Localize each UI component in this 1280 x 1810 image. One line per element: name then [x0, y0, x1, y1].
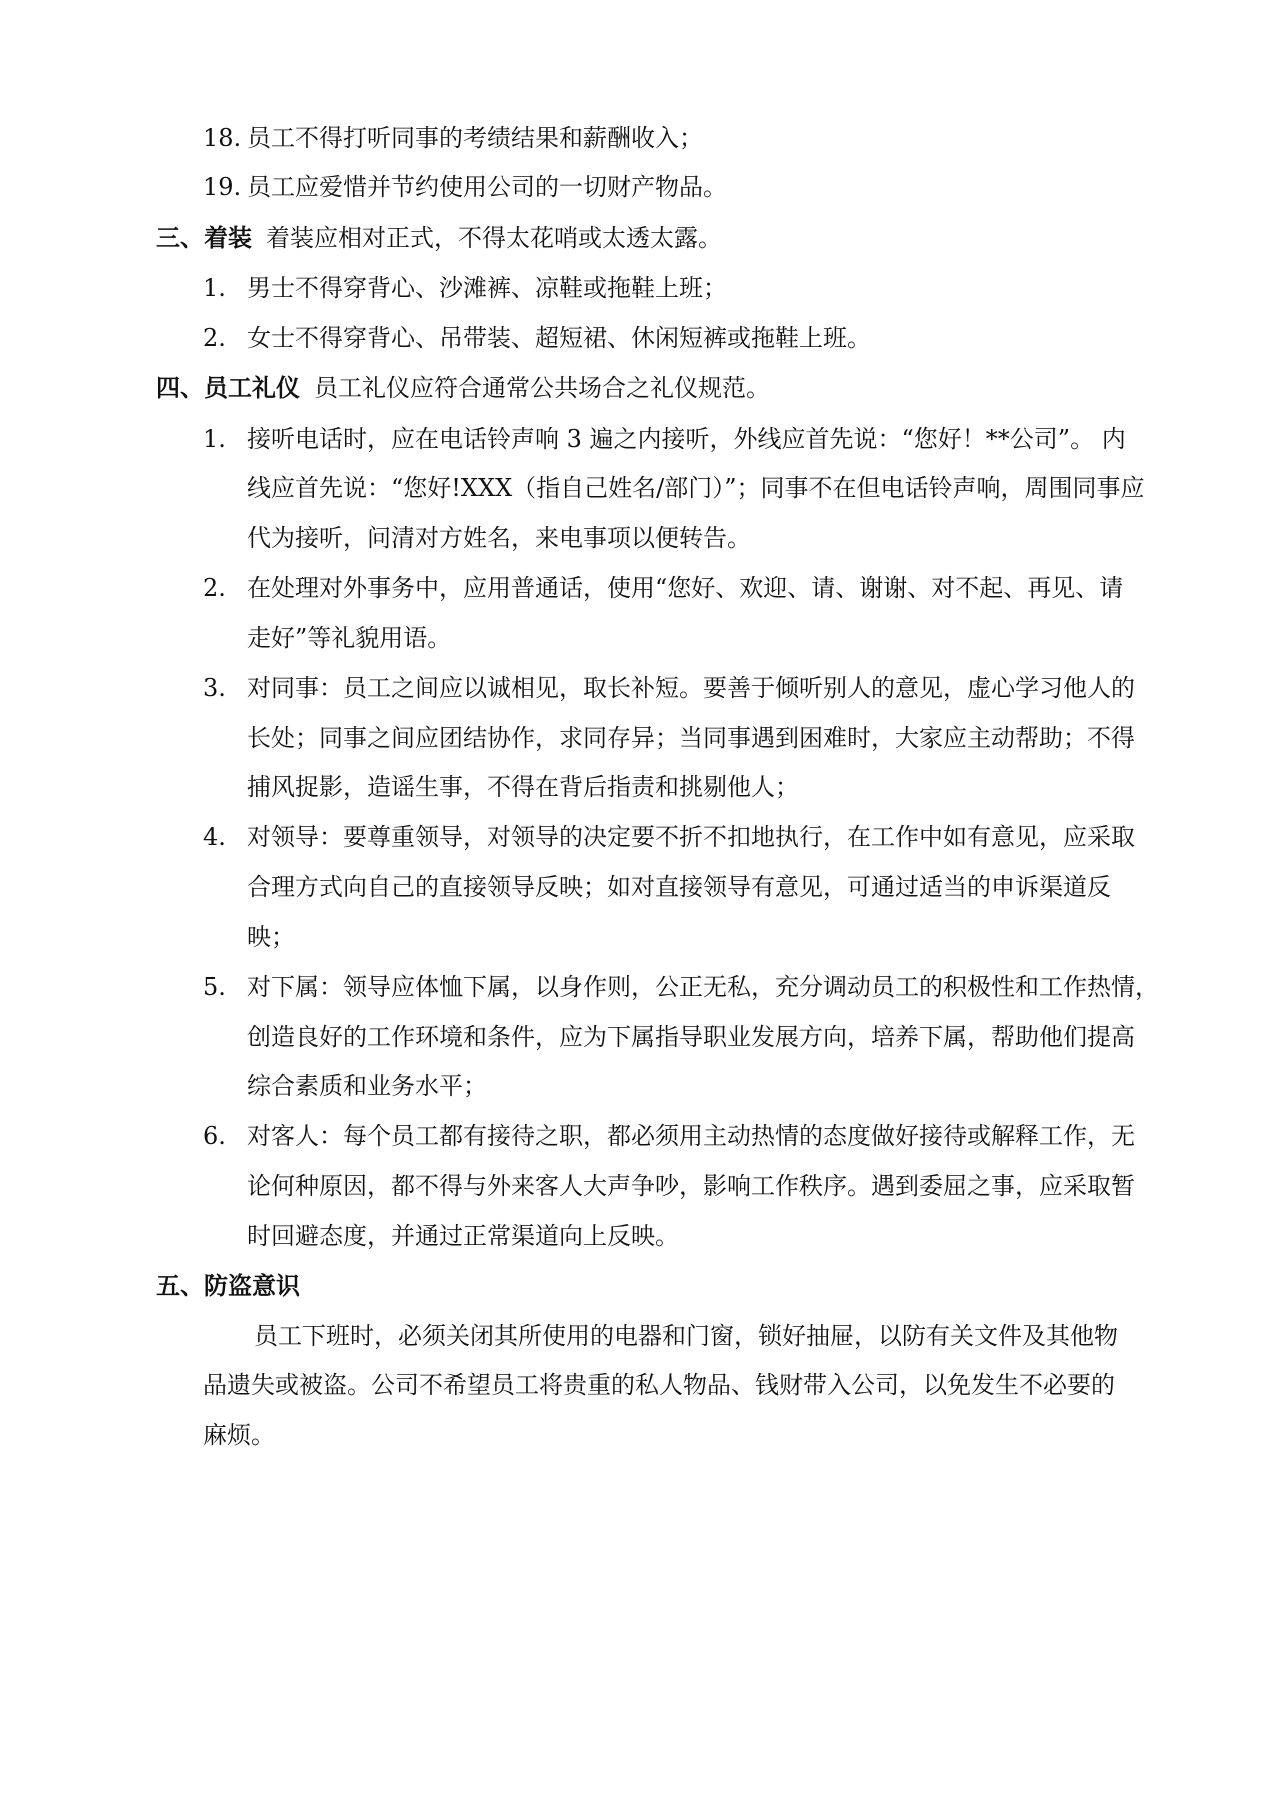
item-text-line: 创造良好的工作环境和条件，应为下属指导职业发展方向，培养下属，帮助他们提高	[247, 1023, 1135, 1051]
item-text: 男士不得穿背心、沙滩裤、凉鞋或拖鞋上班；	[247, 274, 727, 302]
list-item-number: 1.	[203, 425, 226, 453]
item-text-line: 时回避态度，并通过正常渠道向上反映。	[247, 1222, 679, 1250]
section-heading-row	[156, 222, 722, 254]
list-item	[203, 322, 871, 354]
list-item-number: 2.	[203, 574, 226, 602]
list-item	[203, 272, 727, 304]
item-text-line: 走好”等礼貌用语。	[247, 624, 452, 652]
item-text-line: 对领导：要尊重领导，对领导的决定要不折不扣地执行，在工作中如有意见，应采取	[247, 823, 1135, 851]
item-text-line: 合理方式向自己的直接领导反映；如对直接领导有意见，可通过适当的申诉渠道反	[247, 873, 1111, 901]
item-text: 员工应爱惜并节约使用公司的一切财产物品。	[247, 173, 727, 201]
list-item-number: 4.	[203, 823, 226, 851]
item-text-line: 代为接听，问清对方姓名，来电事项以便转告。	[247, 524, 751, 552]
item-text-line: 对同事：员工之间应以诚相见，取长补短。要善于倾听别人的意见，虚心学习他人的	[247, 674, 1135, 702]
section-heading: 五、防盗意识	[156, 1271, 300, 1300]
paragraph-line: 员工下班时，必须关闭其所使用的电器和门窗，锁好抽屉，以防有关文件及其他物	[254, 1322, 1118, 1350]
list-item-number: 3.	[203, 674, 226, 702]
section-intro: 员工礼仪应符合通常公共场合之礼仪规范。	[314, 374, 770, 402]
item-text-line: 映；	[247, 923, 295, 951]
item-text-line: 对客人：每个员工都有接待之职，都必须用主动热情的态度做好接待或解释工作，无	[247, 1122, 1135, 1150]
list-item-number: 5.	[203, 973, 226, 1001]
item-number: 2.	[203, 324, 226, 352]
item-text-line: 长处；同事之间应团结协作，求同存异；当同事遇到困难时，大家应主动帮助；不得	[247, 724, 1135, 752]
item-text: 女士不得穿背心、吊带装、超短裙、休闲短裤或拖鞋上班。	[247, 324, 871, 352]
item-number: 1.	[203, 274, 226, 302]
section-heading-row	[156, 372, 770, 404]
item-text-line: 论何种原因，都不得与外来客人大声争吵，影响工作秩序。遇到委屈之事，应采取暂	[247, 1172, 1135, 1200]
section-heading: 四、员工礼仪	[156, 373, 300, 402]
paragraph-line: 麻烦。	[203, 1421, 275, 1449]
section-heading: 三、着装	[156, 223, 252, 252]
item-text-line: 接听电话时，应在电话铃声响 3 遍之内接听，外线应首先说：“您好！**公司”。 内	[247, 425, 1126, 453]
list-item	[203, 122, 703, 154]
item-text-line: 捕风捉影，造谣生事，不得在背后指责和挑剔他人；	[247, 773, 799, 801]
list-item-number: 6.	[203, 1122, 226, 1150]
paragraph-line: 品遗失或被盗。公司不希望员工将贵重的私人物品、钱财带入公司，以免发生不必要的	[203, 1371, 1115, 1399]
list-item	[203, 171, 727, 203]
item-number: 19.	[203, 173, 242, 201]
item-text: 员工不得打听同事的考绩结果和薪酬收入；	[247, 124, 703, 152]
section-intro: 着装应相对正式，不得太花哨或太透太露。	[266, 224, 722, 252]
item-text-line: 综合素质和业务水平；	[247, 1072, 487, 1100]
item-text-line: 在处理对外事务中，应用普通话，使用“您好、欢迎、请、谢谢、对不起、再见、请	[247, 574, 1124, 602]
item-text-line: 线应首先说：“您好!XXX（指自己姓名/部门）”；同事不在但电话铃声响，周围同事应	[247, 474, 1145, 502]
item-number: 18.	[203, 124, 242, 152]
item-text-line: 对下属：领导应体恤下属，以身作则，公正无私，充分调动员工的积极性和工作热情，	[247, 973, 1159, 1001]
